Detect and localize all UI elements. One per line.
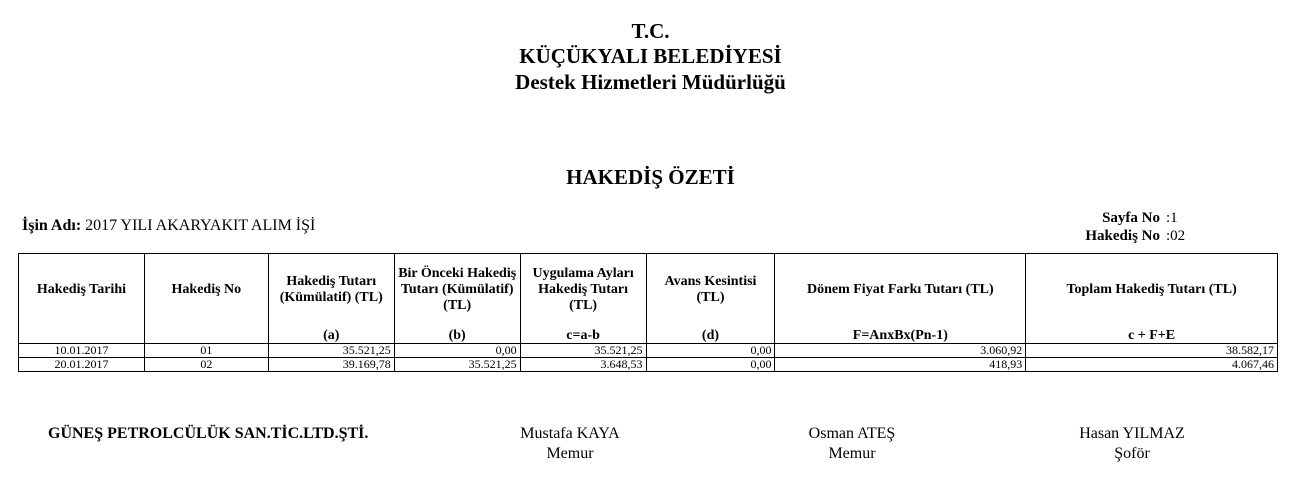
cell-no: 01 [144, 344, 268, 358]
hakedis-number-value: :02 [1166, 228, 1186, 244]
cell-total: 38.582,17 [1026, 344, 1278, 358]
hakedis-number-label: Hakediş No [1085, 228, 1160, 244]
cell-previous: 0,00 [394, 344, 520, 358]
col-header-cumulative: Hakediş Tutarı (Kümülatif) (TL) [268, 254, 394, 327]
page-number-label: Sayfa No [1102, 210, 1160, 226]
header-municipality: KÜÇÜKYALI BELEDİYESİ [519, 44, 782, 68]
cell-no: 02 [144, 358, 268, 372]
subheader-a: (a) [268, 326, 394, 344]
signatory-2 [772, 424, 932, 464]
subheader-c: c=a-b [520, 326, 646, 344]
header-tc: T.C. [631, 19, 670, 43]
document-title: HAKEDİŞ ÖZETİ [566, 165, 735, 189]
hakedis-summary-table [18, 253, 1278, 372]
subheader-date [19, 326, 145, 344]
cell-application: 35.521,25 [520, 344, 646, 358]
col-header-application: Uygulama Ayları Hakediş Tutarı (TL) [520, 254, 646, 327]
job-name-label: İşin Adı: [22, 217, 82, 234]
cell-application: 3.648,53 [520, 358, 646, 372]
cell-previous: 35.521,25 [394, 358, 520, 372]
col-header-advance: Avans Kesintisi (TL) [646, 254, 775, 327]
subheader-no [144, 326, 268, 344]
job-name [22, 217, 315, 235]
subheader-b: (b) [394, 326, 520, 344]
table-row [19, 344, 1278, 358]
cell-advance: 0,00 [646, 344, 775, 358]
document-meta [1065, 209, 1185, 245]
cell-cumulative: 39.169,78 [268, 358, 394, 372]
table-subheader-row [19, 326, 1278, 344]
signatory-title: Şoför [1114, 445, 1150, 462]
col-header-total: Toplam Hakediş Tutarı (TL) [1026, 254, 1278, 327]
signatory-1 [490, 424, 650, 464]
header-department: Destek Hizmetleri Müdürlüğü [515, 70, 786, 94]
cell-date: 20.01.2017 [19, 358, 145, 372]
cell-price-diff: 3.060,92 [775, 344, 1026, 358]
cell-cumulative: 35.521,25 [268, 344, 394, 358]
signatory-title: Memur [546, 445, 594, 462]
hakedis-number-row [1065, 227, 1185, 245]
cell-total: 4.067,46 [1026, 358, 1278, 372]
subheader-total: c + F+E [1026, 326, 1278, 344]
subheader-d: (d) [646, 326, 775, 344]
signatory-3 [1052, 424, 1212, 464]
col-header-previous: Bir Önceki Hakediş Tutarı (Kümülatif) (TL) [394, 254, 520, 327]
cell-price-diff: 418,93 [775, 358, 1026, 372]
signatory-name: Mustafa KAYA [520, 425, 620, 442]
col-header-price-diff: Dönem Fiyat Farkı Tutarı (TL) [775, 254, 1026, 327]
page-number-value: :1 [1166, 210, 1178, 226]
col-header-date: Hakediş Tarihi [19, 254, 145, 327]
signatory-title: Memur [828, 445, 876, 462]
table-header-row [19, 254, 1278, 327]
job-name-value: 2017 YILI AKARYAKIT ALIM İŞİ [85, 217, 316, 234]
subheader-f: F=AnxBx(Pn-1) [775, 326, 1026, 344]
signatory-name: Hasan YILMAZ [1079, 425, 1185, 442]
table-row [19, 358, 1278, 372]
cell-advance: 0,00 [646, 358, 775, 372]
cell-date: 10.01.2017 [19, 344, 145, 358]
col-header-no: Hakediş No [144, 254, 268, 327]
signatory-name: Osman ATEŞ [808, 425, 896, 442]
contractor-company: GÜNEŞ PETROLCÜLÜK SAN.TİC.LTD.ŞTİ. [48, 425, 369, 442]
page-number-row [1065, 209, 1185, 227]
